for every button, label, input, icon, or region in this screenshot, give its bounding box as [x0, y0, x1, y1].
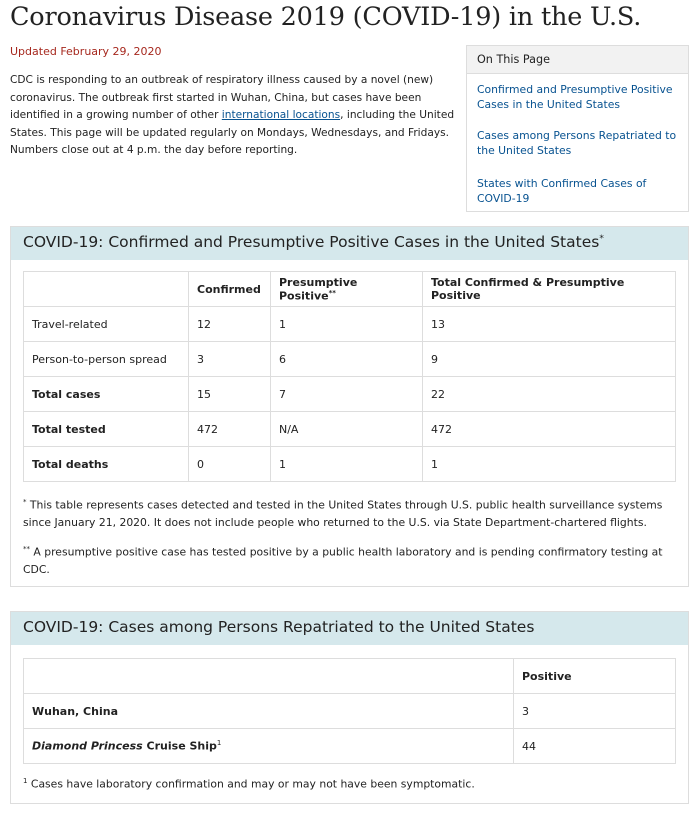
table-row: Travel-related 12 1 13 — [24, 307, 676, 342]
section1-title: COVID-19: Confirmed and Presumptive Positive Cases in the United States* — [11, 227, 688, 260]
confirmed-cases-table — [23, 271, 676, 482]
col-confirmed: Confirmed — [189, 272, 271, 307]
table-row: Total deaths 0 1 1 — [24, 447, 676, 482]
link-repatriated-cases[interactable]: Cases among Persons Repatriated to the United States — [477, 129, 677, 157]
col-presumptive: Presumptive Positive** — [271, 272, 423, 307]
on-this-page-heading: On This Page — [467, 46, 688, 74]
updated-date: Updated February 29, 2020 — [10, 45, 162, 58]
confirmed-cases-section — [10, 226, 689, 587]
table-row: Person-to-person spread 3 6 9 — [24, 342, 676, 377]
repatriated-cases-table — [23, 658, 676, 764]
link-states-cases[interactable]: States with Confirmed Cases of COVID-19 — [477, 177, 647, 205]
section2-title: COVID-19: Cases among Persons Repatriated to the United States — [11, 612, 688, 645]
intro-paragraph: CDC is responding to an outbreak of respiratory illness caused by a novel (new) coronavirus. The outbreak first started in Wuhan, China, but cases have been identified in a growing number of other international locations, including the United States. This page will be updated regularly on Mondays, Wednesdays, and Fridays. Numbers close out at 4 p.m. the day before reporting. — [10, 74, 455, 156]
table-row: Diamond Princess Cruise Ship$^1$ 44 — [24, 729, 676, 764]
table-row: Wuhan, China 3 — [24, 694, 676, 729]
table-row: Total tested 472 N/A 472 — [24, 412, 676, 447]
footnote-1: * This table represents cases detected and tested in the United States through U.S. public health surveillance systems since January 21, 2020. It does not include people who returned to the U.S. via State Department-chartered flights. — [23, 498, 663, 530]
footnote-2: ** A presumptive positive case has tested positive by a public health laboratory and is pending confirmatory testing at CDC. — [23, 545, 663, 577]
repatriated-cases-section — [10, 611, 689, 804]
international-locations-link[interactable]: international locations — [221, 109, 341, 121]
on-this-page-box — [466, 45, 689, 212]
col-total: Total Confirmed & Presumptive Positive — [423, 272, 676, 307]
link-confirmed-cases[interactable]: Confirmed and Presumptive Positive Cases in the United States — [477, 83, 673, 111]
table-header-row — [24, 659, 676, 694]
footnote-repatriated: $^1$ Cases have laboratory confirmation and may or may not have been symptomatic. — [23, 777, 475, 791]
table-row: Total cases 15 7 22 — [24, 377, 676, 412]
col-positive: Positive — [514, 659, 676, 694]
table-header-row — [24, 272, 676, 307]
page-title: Coronavirus Disease 2019 (COVID-19) in the U.S. — [10, 2, 642, 32]
